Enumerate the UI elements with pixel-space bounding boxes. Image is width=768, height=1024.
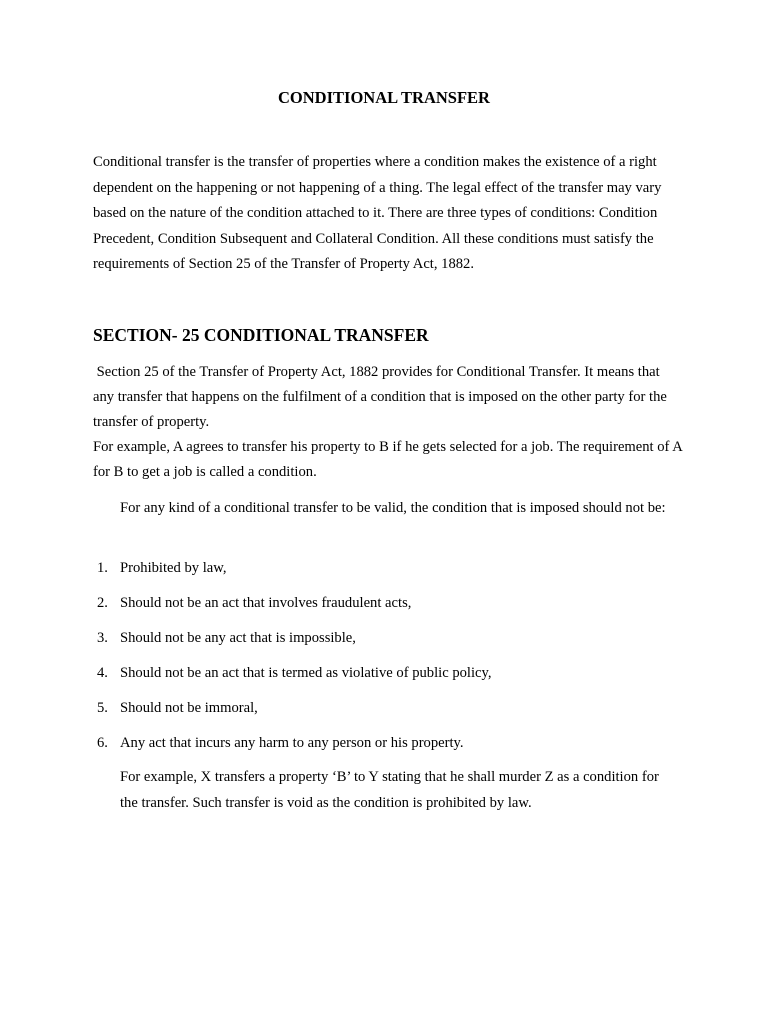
list-item (93, 660, 693, 695)
list-item-number: 4. (97, 665, 108, 681)
validity-intro-paragraph: For any kind of a conditional transfer to be valid, the condition that is imposed should not be: (120, 500, 666, 516)
list-item (93, 730, 693, 765)
section-paragraph-example: For example, A agrees to transfer his property to B if he gets selected for a job. The requirement of A for B to get a job is called a condition. (93, 439, 682, 480)
list-item-number: 3. (97, 630, 108, 646)
list-item-number: 1. (97, 560, 108, 576)
list-item-text: Should not be immoral, (120, 700, 258, 716)
list-item-number: 6. (97, 735, 108, 751)
list-item (93, 625, 693, 660)
list-item-text: Any act that incurs any harm to any person or his property. (120, 735, 464, 751)
intro-paragraph: Conditional transfer is the transfer of properties where a condition makes the existence of a right dependent on the happening or not happening of a thing. The legal effect of the transfer may vary based on the nature of the condition attached to it. There are three types of conditions: Condition Precedent, Condition Subsequent and Collateral Condition. All these conditions must satisfy the requirements of Section 25 of the Transfer of Property Act, 1882. (93, 154, 662, 272)
list-item (93, 590, 693, 625)
list-item-number: 2. (97, 595, 108, 611)
section-heading: SECTION- 25 CONDITIONAL TRANSFER (93, 325, 429, 345)
list-item-number: 5. (97, 700, 108, 716)
example-paragraph: For example, X transfers a property ‘B’ to Y stating that he shall murder Z as a condition for the transfer. Such transfer is void as the condition is prohibited by law. (120, 769, 659, 811)
list-item-text: Should not be an act that is termed as violative of public policy, (120, 665, 492, 681)
conditions-list (93, 555, 693, 765)
list-item (93, 695, 693, 730)
list-item-text: Prohibited by law, (120, 560, 227, 576)
list-item-text: Should not be an act that involves fraudulent acts, (120, 595, 412, 611)
list-item-text: Should not be any act that is impossible, (120, 630, 356, 646)
section-body (93, 360, 683, 485)
document-title: CONDITIONAL TRANSFER (278, 88, 490, 107)
list-item (93, 555, 693, 590)
section-paragraph-definition: Section 25 of the Transfer of Property Act, 1882 provides for Conditional Transfer. It means that any transfer that happens on the fulfilment of a condition that is imposed on the other party for the transfer of property. (93, 364, 667, 430)
